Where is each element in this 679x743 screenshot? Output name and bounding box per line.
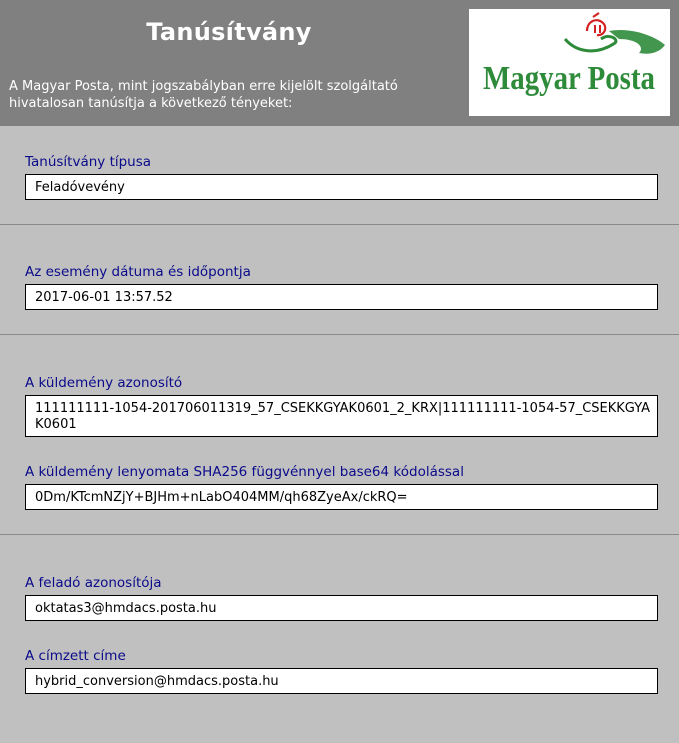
sender-id-value: oktatas3@hmdacs.posta.hu xyxy=(25,595,658,621)
posthorn-logo-icon xyxy=(469,9,670,116)
section-divider xyxy=(0,334,679,335)
magyar-posta-logo xyxy=(469,9,670,116)
certificate-type-label: Tanúsítvány típusa xyxy=(25,154,152,170)
certificate-header xyxy=(0,0,679,126)
item-id-value: 111111111-1054-201706011319_57_CSEKKGYAK0601_2_KRX|111111111-1054-57_CSEKKGYAK0601 xyxy=(25,395,658,437)
event-datetime-value: 2017-06-01 13:57.52 xyxy=(25,284,658,310)
section-divider xyxy=(0,534,679,535)
item-hash-label: A küldemény lenyomata SHA256 függvénnyel base64 kódolással xyxy=(25,464,464,480)
section-divider xyxy=(0,224,679,225)
event-datetime-label: Az esemény dátuma és időpontja xyxy=(25,264,251,280)
logo-text: Magyar Posta xyxy=(483,60,655,97)
item-id-label: A küldemény azonosító xyxy=(25,375,183,391)
recipient-address-value: hybrid_conversion@hmdacs.posta.hu xyxy=(25,668,658,694)
certificate-type-value: Feladóvevény xyxy=(25,174,658,200)
item-hash-value: 0Dm/KTcmNZjY+BJHm+nLabO404MM/qh68ZyeAx/ckRQ= xyxy=(25,484,658,510)
page-title: Tanúsítvány xyxy=(146,18,312,46)
recipient-address-label: A címzett címe xyxy=(25,648,126,664)
sender-id-label: A feladó azonosítója xyxy=(25,575,162,591)
header-description: A Magyar Posta, mint jogszabályban erre kijelölt szolgáltató hivatalosan tanúsítja a következő tényeket: xyxy=(9,79,398,111)
